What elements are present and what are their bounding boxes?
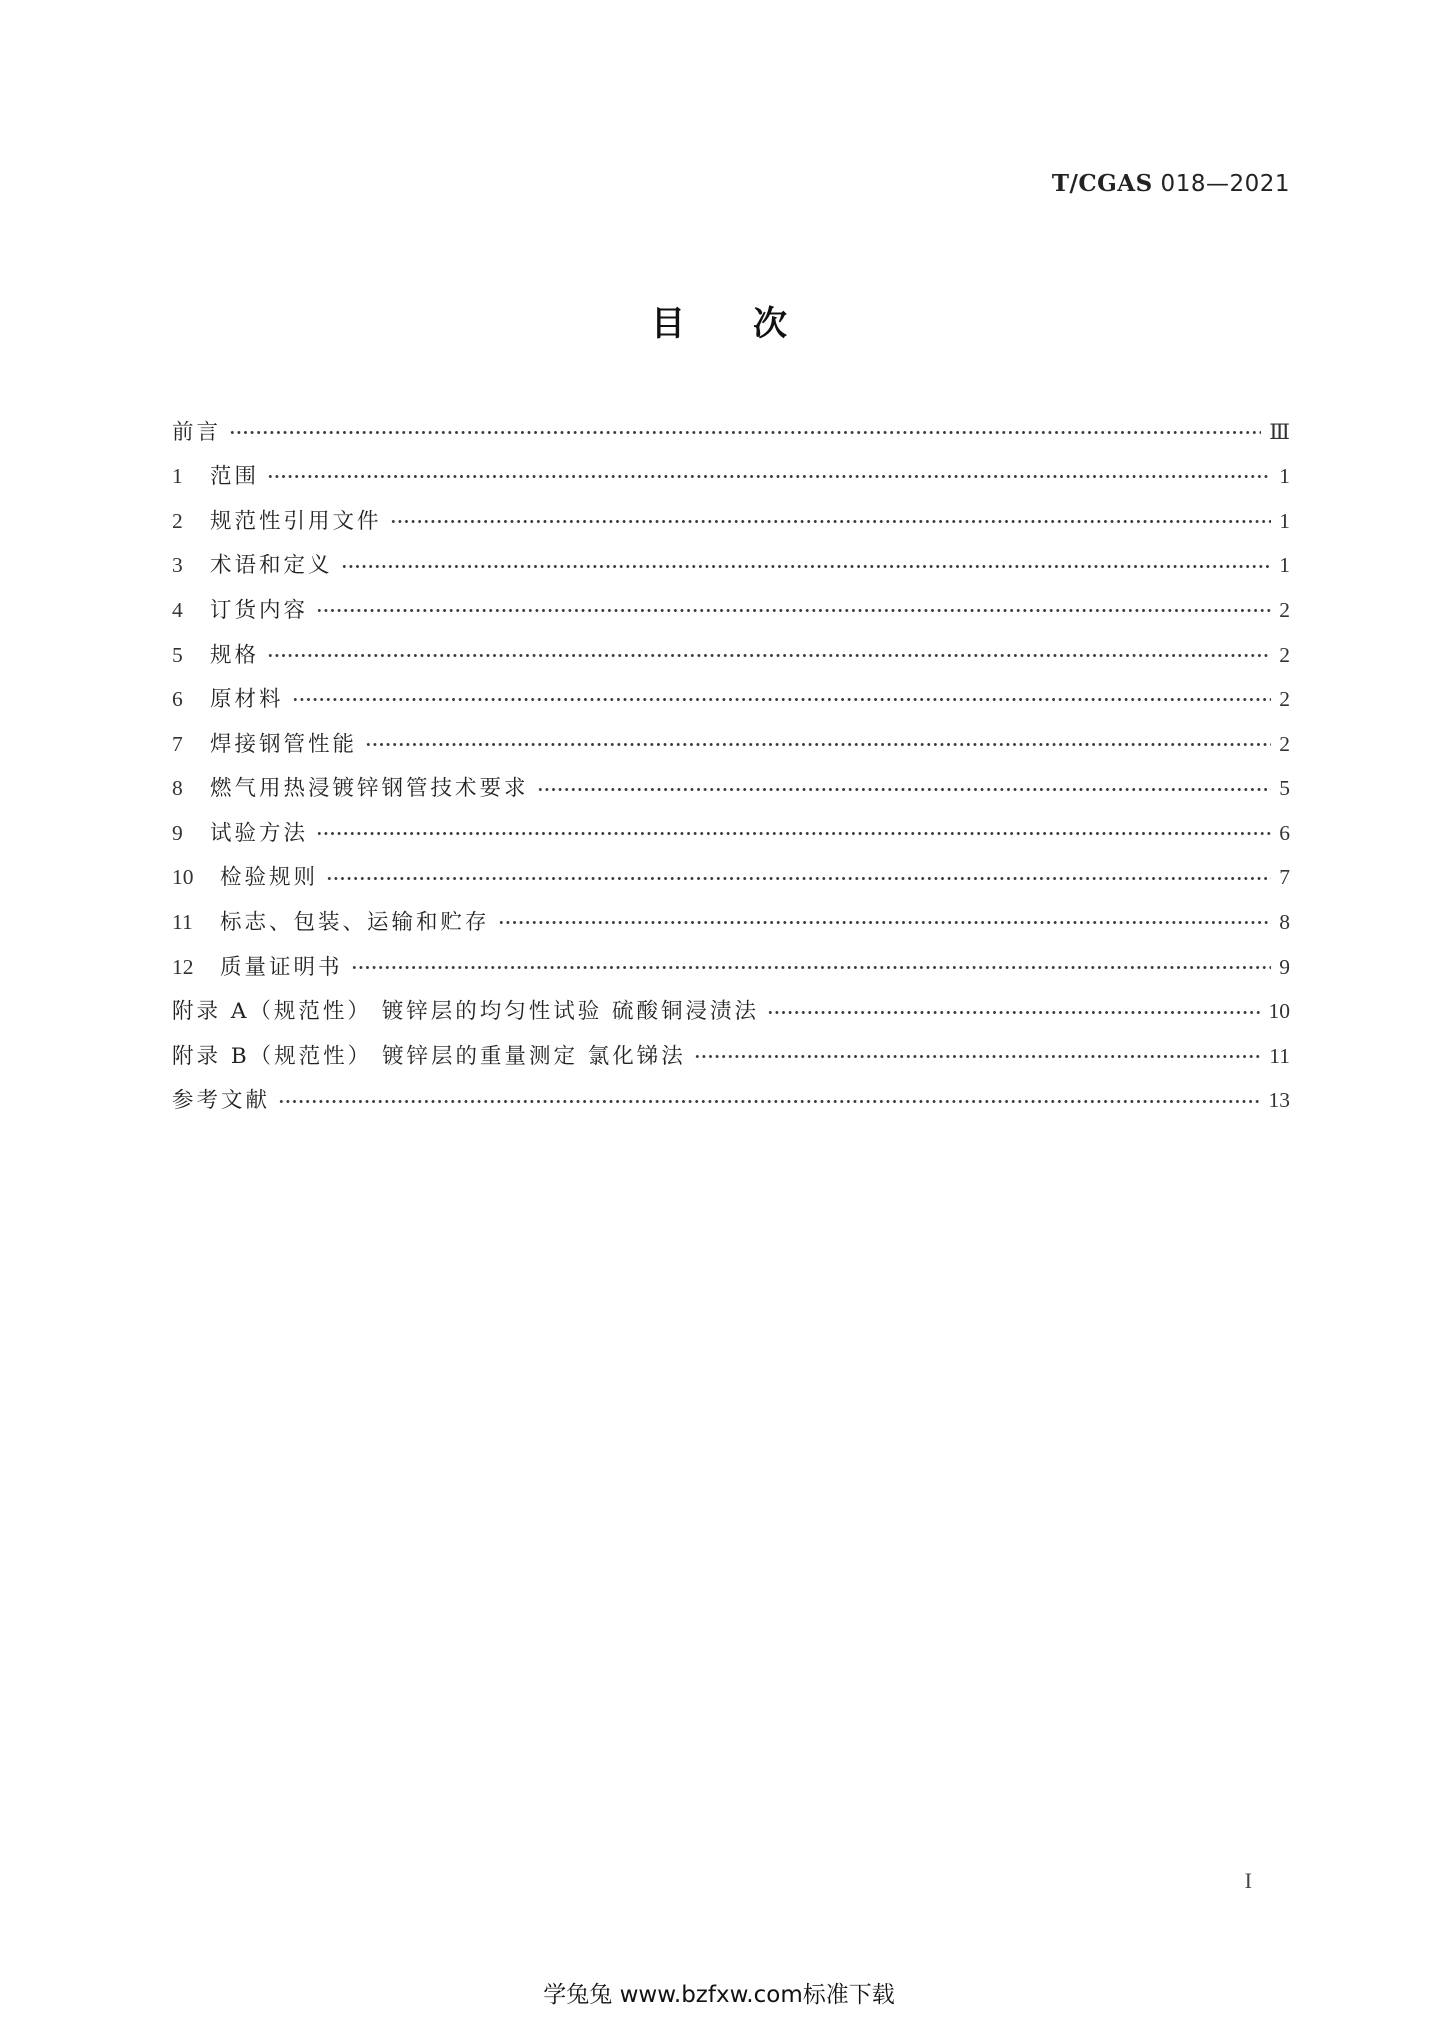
toc-entry-number: 2: [172, 508, 183, 533]
toc-entry[interactable]: [172, 633, 1290, 678]
toc-dot-leader: [498, 912, 1272, 933]
toc-entry-title: 燃气用热浸镀锌钢管技术要求: [210, 776, 529, 802]
toc-entry-number: 4: [172, 597, 183, 622]
toc-entry-page: 11: [1269, 1043, 1290, 1068]
toc-entry-title: 原材料: [210, 687, 284, 713]
toc-dot-leader: [694, 1046, 1261, 1067]
toc-dot-leader: [267, 645, 1271, 666]
toc-entry[interactable]: [172, 901, 1290, 946]
watermark-text: 学兔兔 www.bzfxw.com标准下载: [543, 1982, 895, 2008]
page-title: 目次: [651, 304, 855, 344]
toc-entry-page: 7: [1279, 865, 1290, 890]
toc-entry-title: 标志、包装、运输和贮存: [220, 910, 490, 936]
toc-dot-leader: [341, 556, 1272, 577]
toc-entry-page: 1: [1279, 464, 1290, 489]
toc-dot-leader: [229, 422, 1261, 443]
toc-dot-leader: [326, 868, 1271, 889]
toc-entry-number: 5: [172, 642, 183, 667]
toc-entry-title: 附录 A（规范性） 镀锌层的均匀性试验 硫酸铜浸渍法: [172, 999, 760, 1025]
toc-entry[interactable]: [172, 811, 1290, 856]
toc-entry-number: 10: [172, 865, 194, 890]
toc-dot-leader: [537, 779, 1272, 800]
toc-entry-page: 6: [1279, 820, 1290, 845]
toc-entry-title: 焊接钢管性能: [210, 731, 358, 757]
toc-entry-title: 质量证明书: [220, 954, 343, 980]
toc-dot-leader: [316, 823, 1271, 844]
toc-entry-page: 10: [1268, 999, 1290, 1024]
toc-dot-leader: [351, 957, 1272, 978]
toc-entry-page: Ⅲ: [1269, 419, 1290, 444]
toc-entry-title: 参考文献: [172, 1088, 271, 1114]
toc-entry-number: 8: [172, 776, 183, 801]
toc-entry-page: 5: [1279, 776, 1290, 801]
toc-entry-number: 6: [172, 687, 183, 712]
toc-entry-number: 9: [172, 820, 183, 845]
toc-entry-title: 试验方法: [210, 820, 309, 846]
toc-dot-leader: [292, 689, 1272, 710]
toc-entry-page: 2: [1279, 597, 1290, 622]
toc-entry[interactable]: [172, 722, 1290, 767]
toc-entry-title: 范围: [210, 464, 260, 490]
toc-entry[interactable]: [172, 588, 1290, 633]
toc-entry[interactable]: [172, 1079, 1290, 1124]
toc-dot-leader: [365, 734, 1271, 755]
page-number: I: [1244, 1868, 1252, 1893]
toc-entry-page: 9: [1279, 954, 1290, 979]
toc-dot-leader: [767, 1002, 1260, 1023]
toc-entry[interactable]: [172, 678, 1290, 723]
toc-entry-number: 7: [172, 731, 183, 756]
toc-entry-title: 规范性引用文件: [210, 508, 382, 534]
toc-entry-number: 3: [172, 553, 183, 578]
toc-entry[interactable]: [172, 767, 1290, 812]
toc-entry-page: 2: [1279, 731, 1290, 756]
toc-dot-leader: [316, 600, 1271, 621]
standard-prefix: T/CGAS: [1051, 170, 1153, 197]
toc-entry-title: 规格: [210, 642, 260, 668]
toc-entry-number: 12: [172, 954, 194, 979]
toc-entry-page: 13: [1268, 1088, 1290, 1113]
toc-entry[interactable]: [172, 856, 1290, 901]
toc-entry[interactable]: [172, 1034, 1290, 1079]
toc-dot-leader: [267, 466, 1271, 487]
toc-entry[interactable]: [172, 455, 1290, 500]
toc-entry-title: 术语和定义: [210, 553, 333, 579]
toc-entry[interactable]: [172, 499, 1290, 544]
toc-entry[interactable]: [172, 410, 1290, 455]
toc-entry-page: 1: [1279, 553, 1290, 578]
toc-entry-title: 订货内容: [210, 597, 309, 623]
toc-entry-page: 2: [1279, 642, 1290, 667]
toc-entry-page: 8: [1279, 910, 1290, 935]
toc-dot-leader: [278, 1091, 1260, 1112]
table-of-contents: [172, 410, 1290, 1124]
toc-entry[interactable]: [172, 990, 1290, 1035]
toc-dot-leader: [390, 511, 1272, 532]
toc-entry-title: 附录 B（规范性） 镀锌层的重量测定 氯化锑法: [172, 1043, 686, 1069]
toc-entry[interactable]: [172, 945, 1290, 990]
toc-entry-title: 检验规则: [220, 865, 319, 891]
toc-entry-page: 2: [1279, 687, 1290, 712]
standard-number: 018—2021: [1152, 171, 1290, 197]
toc-entry-page: 1: [1279, 508, 1290, 533]
toc-entry[interactable]: [172, 544, 1290, 589]
toc-entry-number: 11: [172, 910, 193, 935]
toc-entry-title: 前言: [172, 419, 222, 445]
toc-entry-number: 1: [172, 464, 183, 489]
standard-code: [1052, 170, 1290, 197]
